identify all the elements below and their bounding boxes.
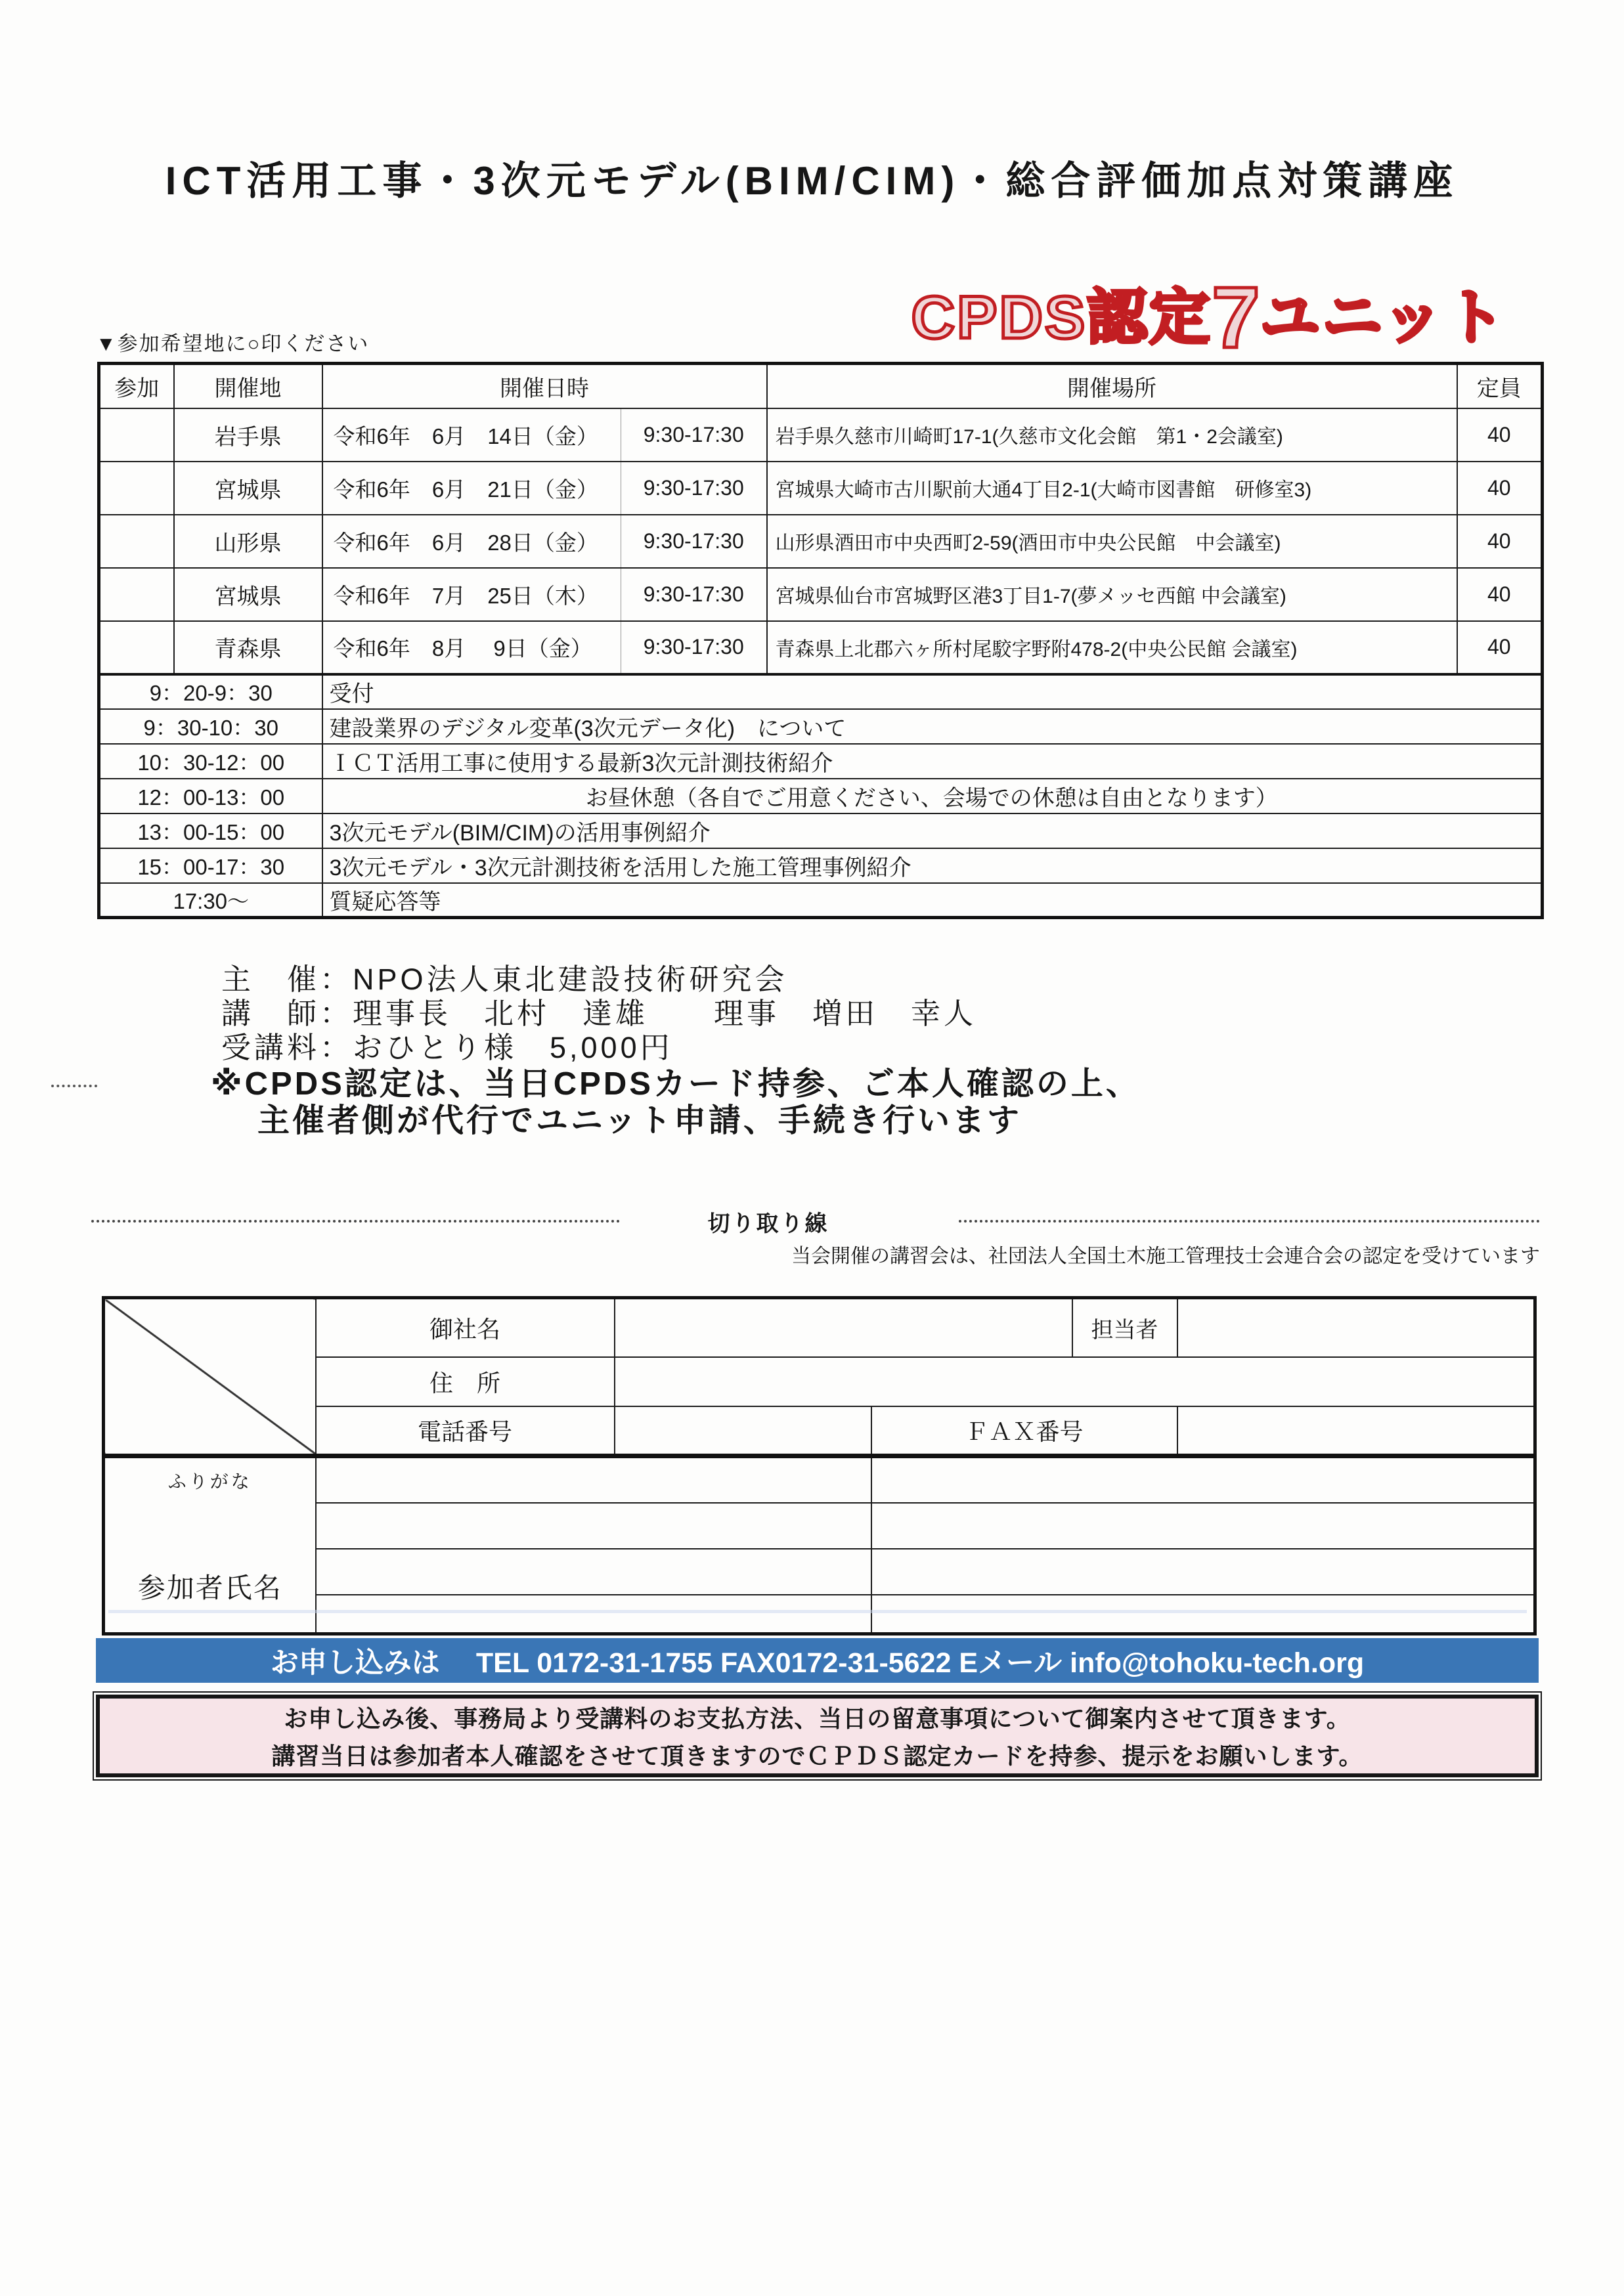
fax-input-cell[interactable] bbox=[1177, 1406, 1535, 1456]
notice-line2: 講習当日は参加者本人確認をさせて頂きますのでＣＰＤＳ認定カードを持参、提示をお願いします。 bbox=[271, 1743, 1363, 1769]
form-diagonal-cell bbox=[104, 1298, 316, 1456]
session-capacity: 40 bbox=[1457, 408, 1543, 462]
session-venue: 宮城県大崎市古川駅前大通4丁目2-1(大崎市図書館 研修室3) bbox=[767, 462, 1457, 515]
certification-note: 当会開催の講習会は、社団法人全国土木施工管理技士会連合会の認定を受けています bbox=[791, 1245, 1540, 1267]
fee-line: 受講料：おひとり様 5,000円 bbox=[221, 1031, 673, 1064]
session-pref: 山形県 bbox=[174, 515, 322, 568]
session-venue: 青森県上北郡六ヶ所村尾駮字野附478-2(中央公民館 会議室) bbox=[767, 621, 1457, 674]
lecturer-line: 講 師：理事長 北村 達雄 理事 増田 幸人 bbox=[221, 997, 977, 1030]
schedule-time: 17:30～ bbox=[99, 883, 322, 918]
form-company-row bbox=[104, 1298, 1535, 1357]
session-row bbox=[99, 408, 1543, 462]
session-date: 令和6年 6月 14日（金） bbox=[322, 408, 621, 462]
cpds-note-line2: 主催者側が代行でユニット申請、手続き行います bbox=[257, 1103, 1022, 1138]
session-time: 9:30-17:30 bbox=[621, 568, 767, 621]
margin-scan-mark bbox=[51, 1085, 97, 1087]
contact-person-input-cell[interactable] bbox=[1177, 1298, 1535, 1357]
cut-line-left bbox=[91, 1220, 620, 1223]
join-mark-cell[interactable] bbox=[99, 515, 174, 568]
session-pref: 宮城県 bbox=[174, 462, 322, 515]
schedule-time: 15：00-17：30 bbox=[99, 848, 322, 883]
schedule-time: 13：00-15：00 bbox=[99, 813, 322, 848]
fax-label: ＦＡＸ番号 bbox=[871, 1406, 1177, 1456]
session-venue: 山形県酒田市中央西町2-59(酒田市中央公民館 中会議室) bbox=[767, 515, 1457, 568]
schedule-time: 9：30-10：30 bbox=[99, 709, 322, 744]
schedule-row bbox=[99, 709, 1543, 744]
session-row bbox=[99, 568, 1543, 621]
participant-name-input-cell[interactable] bbox=[316, 1549, 871, 1595]
session-venue: 岩手県久慈市川崎町17-1(久慈市文化会館 第1・2会議室) bbox=[767, 408, 1457, 462]
session-date: 令和6年 6月 21日（金） bbox=[322, 462, 621, 515]
schedule-row bbox=[99, 883, 1543, 918]
phone-input-cell[interactable] bbox=[615, 1406, 871, 1456]
schedule-row bbox=[99, 779, 1543, 813]
schedule-content: 3次元モデル(BIM/CIM)の活用事例紹介 bbox=[322, 813, 1543, 848]
schedule-row bbox=[99, 813, 1543, 848]
sessions-table bbox=[97, 362, 1544, 919]
participant-name-input-cell[interactable] bbox=[316, 1503, 871, 1549]
header-capacity: 定員 bbox=[1457, 364, 1543, 408]
session-pref: 宮城県 bbox=[174, 568, 322, 621]
session-capacity: 40 bbox=[1457, 568, 1543, 621]
schedule-content: 受付 bbox=[322, 674, 1543, 709]
participant-name-input-cell[interactable] bbox=[871, 1457, 1535, 1503]
join-mark-cell[interactable] bbox=[99, 408, 174, 462]
cpds-badge-number: 7 bbox=[1212, 269, 1260, 366]
schedule-row bbox=[99, 744, 1543, 779]
schedule-content: 建設業界のデジタル変革(3次元データ化) について bbox=[322, 709, 1543, 744]
session-capacity: 40 bbox=[1457, 515, 1543, 568]
organizer-line: 主 催：NPO法人東北建設技術研究会 bbox=[221, 963, 788, 996]
address-input-cell[interactable] bbox=[615, 1357, 1535, 1406]
company-label: 御社名 bbox=[316, 1298, 615, 1357]
join-mark-cell[interactable] bbox=[99, 462, 174, 515]
schedule-content: お昼休憩（各自でご用意ください、会場での休憩は自由となります） bbox=[322, 779, 1543, 813]
form-phone-row bbox=[104, 1406, 1535, 1456]
session-row bbox=[99, 621, 1543, 674]
header-venue: 開催場所 bbox=[767, 364, 1457, 408]
participant-name-input-cell[interactable] bbox=[316, 1457, 871, 1503]
schedule-time: 12：00-13：00 bbox=[99, 779, 322, 813]
participants-label-cell bbox=[104, 1457, 316, 1634]
cpds-badge-suffix: ユニット bbox=[1260, 284, 1507, 351]
session-time: 9:30-17:30 bbox=[621, 462, 767, 515]
session-date: 令和6年 7月 25日（木） bbox=[322, 568, 621, 621]
session-row bbox=[99, 515, 1543, 568]
form-address-row bbox=[104, 1357, 1535, 1406]
session-venue: 宮城県仙台市宮城野区港3丁目1-7(夢メッセ西館 中会議室) bbox=[767, 568, 1457, 621]
company-input-cell[interactable] bbox=[615, 1298, 1072, 1357]
cpds-units-badge bbox=[911, 268, 1507, 367]
participant-row bbox=[104, 1595, 1535, 1634]
session-row bbox=[99, 462, 1543, 515]
apply-contact-info: TEL 0172-31-1755 FAX0172-31-5622 Eメール info@tohoku-tech.org bbox=[475, 1647, 1365, 1679]
participant-row bbox=[104, 1503, 1535, 1549]
participant-name-input-cell[interactable] bbox=[871, 1595, 1535, 1634]
participant-name-input-cell[interactable] bbox=[316, 1595, 871, 1634]
contact-person-label: 担当者 bbox=[1072, 1298, 1177, 1357]
schedule-time: 10：30-12：00 bbox=[99, 744, 322, 779]
notice-line1: お申し込み後、事務局より受講料のお支払方法、当日の留意事項について御案内させて頂きます。 bbox=[284, 1705, 1351, 1732]
join-mark-cell[interactable] bbox=[99, 568, 174, 621]
notice-box bbox=[96, 1695, 1539, 1777]
furigana-label: ふりがな bbox=[167, 1471, 252, 1492]
sessions-header-row bbox=[99, 364, 1543, 408]
mark-instruction: ▼参加希望地に○印ください bbox=[96, 332, 370, 355]
schedule-row bbox=[99, 674, 1543, 709]
session-time: 9:30-17:30 bbox=[621, 621, 767, 674]
scan-artifact-streak bbox=[108, 1610, 1527, 1613]
session-date: 令和6年 6月 28日（金） bbox=[322, 515, 621, 568]
apply-contact-bar bbox=[96, 1638, 1539, 1683]
participant-row bbox=[104, 1457, 1535, 1503]
session-date: 令和6年 8月 9日（金） bbox=[322, 621, 621, 674]
schedule-row bbox=[99, 848, 1543, 883]
cut-line-label: 切り取り線 bbox=[707, 1211, 829, 1236]
schedule-content: 3次元モデル・3次元計測技術を活用した施工管理事例紹介 bbox=[322, 848, 1543, 883]
applicant-form-table bbox=[102, 1296, 1537, 1457]
header-join: 参加 bbox=[99, 364, 174, 408]
header-datetime: 開催日時 bbox=[322, 364, 767, 408]
header-place: 開催地 bbox=[174, 364, 322, 408]
page-title: ICT活用工事・3次元モデル(BIM/CIM)・総合評価加点対策講座 bbox=[165, 159, 1459, 203]
session-time: 9:30-17:30 bbox=[621, 408, 767, 462]
cpds-badge-prefix: CPDS認定 bbox=[911, 284, 1212, 351]
join-mark-cell[interactable] bbox=[99, 621, 174, 674]
participant-name-input-cell[interactable] bbox=[871, 1549, 1535, 1595]
session-capacity: 40 bbox=[1457, 621, 1543, 674]
participants-label: 参加者氏名 bbox=[137, 1572, 282, 1603]
session-capacity: 40 bbox=[1457, 462, 1543, 515]
session-time: 9:30-17:30 bbox=[621, 515, 767, 568]
phone-label: 電話番号 bbox=[316, 1406, 615, 1456]
session-pref: 青森県 bbox=[174, 621, 322, 674]
session-pref: 岩手県 bbox=[174, 408, 322, 462]
participants-form-table bbox=[102, 1455, 1537, 1635]
address-label: 住 所 bbox=[316, 1357, 615, 1406]
participant-name-input-cell[interactable] bbox=[871, 1503, 1535, 1549]
apply-label: お申し込みは bbox=[270, 1647, 440, 1679]
cut-line-right bbox=[959, 1220, 1540, 1223]
cpds-note-line1: ※CPDS認定は、当日CPDSカード持参、ご本人確認の上、 bbox=[211, 1066, 1141, 1102]
schedule-content: ＩＣＴ活用工事に使用する最新3次元計測技術紹介 bbox=[322, 744, 1543, 779]
schedule-content: 質疑応答等 bbox=[322, 883, 1543, 918]
participant-row bbox=[104, 1549, 1535, 1595]
schedule-time: 9：20-9：30 bbox=[99, 674, 322, 709]
